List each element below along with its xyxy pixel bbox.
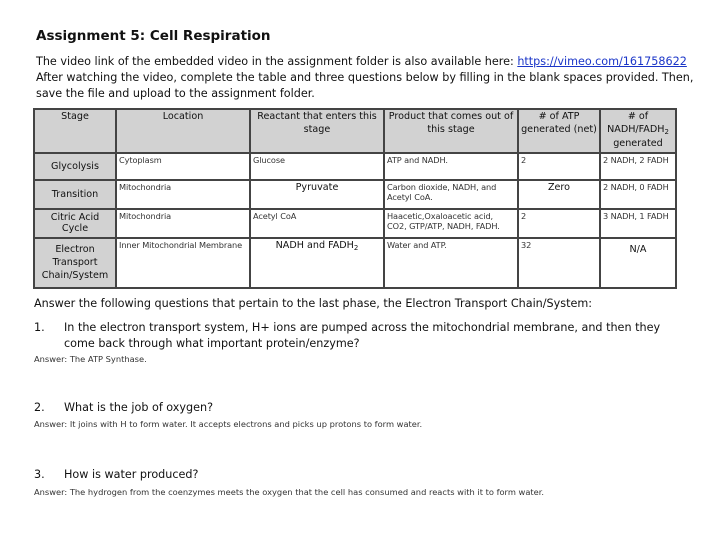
- answer-1[interactable]: Answer: The ATP Synthase.: [34, 354, 147, 364]
- nadh-field[interactable]: N/A: [600, 238, 676, 288]
- respiration-table: [33, 108, 677, 289]
- header-nadh-label: # of NADH/FADH: [607, 111, 665, 135]
- question-number: 1.: [34, 321, 45, 334]
- question-number: 3.: [34, 468, 45, 481]
- question-1: [34, 320, 694, 352]
- table-header-row: [34, 109, 676, 153]
- product-field[interactable]: Carbon dioxide, NADH, and Acetyl CoA.: [384, 180, 518, 209]
- location-field[interactable]: Mitochondria: [116, 180, 250, 209]
- header-location: Location: [116, 109, 250, 153]
- question-text: How is water produced?: [64, 468, 199, 481]
- atp-field[interactable]: Zero: [518, 180, 600, 209]
- questions-intro: Answer the following questions that pertain to the last phase, the Electron Transport Chain/System:: [34, 297, 593, 310]
- reactant-text: NADH and FADH: [275, 239, 354, 251]
- question-2: [34, 400, 694, 416]
- reactant-field[interactable]: Acetyl CoA: [250, 209, 384, 238]
- table-row: [34, 238, 676, 288]
- atp-field[interactable]: 2: [518, 153, 600, 180]
- location-field[interactable]: Cytoplasm: [116, 153, 250, 180]
- stage-cell: Electron Transport Chain/System: [34, 238, 116, 288]
- nadh-field[interactable]: 2 NADH, 2 FADH: [600, 153, 676, 180]
- reactant-field[interactable]: [250, 238, 384, 288]
- stage-cell: Transition: [34, 180, 116, 209]
- intro-line2: After watching the video, complete the table and three questions below by filling in the blank spaces provided. Then, save the file and upload to the assignment folder.: [36, 71, 694, 100]
- question-text: In the electron transport system, H+ ions are pumped across the mitochondrial membrane, and then they come back through what important protein/enzyme?: [64, 321, 661, 350]
- header-stage: Stage: [34, 109, 116, 153]
- atp-field[interactable]: 32: [518, 238, 600, 288]
- product-field[interactable]: Haacetic,Oxaloacetic acid, CO2, GTP/ATP, NADH, FADH.: [384, 209, 518, 238]
- nadh-field[interactable]: 2 NADH, 0 FADH: [600, 180, 676, 209]
- header-nadh-subscript: 2: [664, 127, 669, 136]
- atp-field[interactable]: 2: [518, 209, 600, 238]
- reactant-field[interactable]: Glucose: [250, 153, 384, 180]
- nadh-field[interactable]: 3 NADH, 1 FADH: [600, 209, 676, 238]
- page-title: Assignment 5: Cell Respiration: [36, 28, 271, 44]
- question-number: 2.: [34, 401, 45, 414]
- product-field[interactable]: Water and ATP.: [384, 238, 518, 288]
- intro-text: [36, 54, 696, 102]
- table-row: [34, 153, 676, 180]
- video-link[interactable]: https://vimeo.com/161758622: [517, 55, 687, 68]
- question-3: [34, 467, 694, 483]
- table-row: [34, 180, 676, 209]
- header-nadh-generated: generated: [613, 138, 663, 149]
- location-field[interactable]: Inner Mitochondrial Membrane: [116, 238, 250, 288]
- header-reactant: Reactant that enters this stage: [250, 109, 384, 153]
- header-atp: # of ATP generated (net): [518, 109, 600, 153]
- stage-cell: Citric Acid Cycle: [34, 209, 116, 238]
- answer-3[interactable]: Answer: The hydrogen from the coenzymes meets the oxygen that the cell has consumed and reacts with it to form water.: [34, 487, 545, 497]
- table-row: [34, 209, 676, 238]
- location-field[interactable]: Mitochondria: [116, 209, 250, 238]
- question-text: What is the job of oxygen?: [64, 401, 214, 414]
- stage-cell: Glycolysis: [34, 153, 116, 180]
- reactant-field[interactable]: Pyruvate: [250, 180, 384, 209]
- answer-2[interactable]: Answer: It joins with H to form water. It accepts electrons and picks up protons to form water.: [34, 419, 423, 429]
- intro-line1: The video link of the embedded video in the assignment folder is also available here:: [36, 55, 518, 68]
- header-product: Product that comes out of this stage: [384, 109, 518, 153]
- header-nadh: [600, 109, 676, 153]
- product-field[interactable]: ATP and NADH.: [384, 153, 518, 180]
- reactant-subscript: 2: [353, 243, 359, 252]
